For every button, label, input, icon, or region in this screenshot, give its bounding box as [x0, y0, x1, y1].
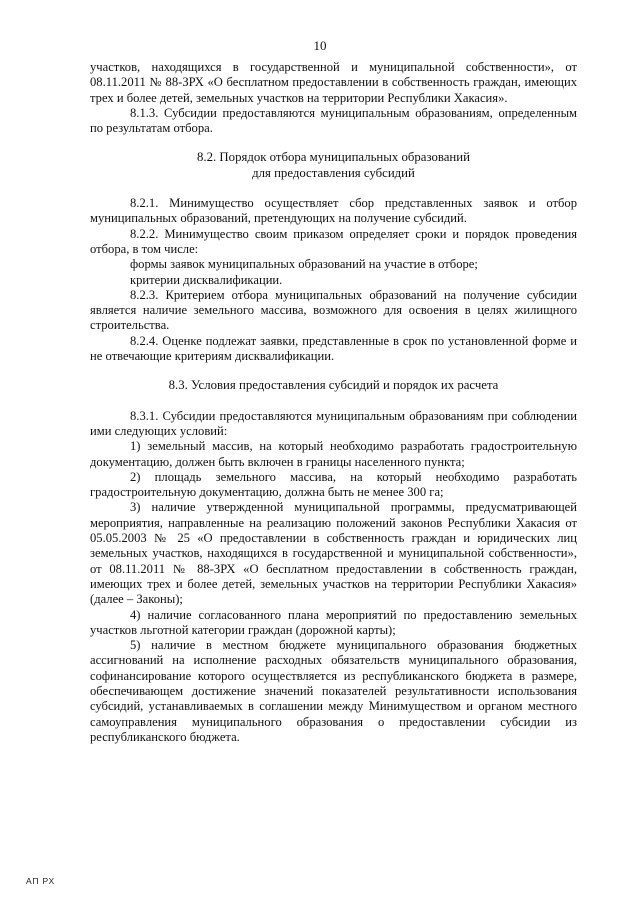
- paragraph-8-2-3: 8.2.3. Критерием отбора муниципальных образований на получение субсидии является наличие земельного массива, возможного для освоения в целях жилищного строительства.: [90, 287, 577, 333]
- paragraph-8-2-4: 8.2.4. Оценке подлежат заявки, представленные в срок по установленной форме и не отвечающие критериям дисквалификации.: [90, 333, 577, 364]
- footer-mark: АП РХ: [26, 876, 56, 886]
- condition-item-5: 5) наличие в местном бюджете муниципального образования бюджетных ассигнований на исполнение расходных обязательств муниципального образования, софинансирование которого осуществляется из республиканского бюджета в размере, обеспечивающем достижение значений показателей результативности использования субсидий, устанавливаемых в соглашении между Минимуществом и органом местного самоуправления муниципального образования о предоставлении субсидии из республиканского бюджета.: [90, 638, 577, 744]
- section-heading-8-2-line1: 8.2. Порядок отбора муниципальных образований: [197, 150, 470, 165]
- paragraph-8-2-1: 8.2.1. Минимущество осуществляет сбор представленных заявок и отбор муниципальных образований, претендующих на получение субсидий.: [90, 196, 577, 226]
- condition-item-3: 3) наличие утвержденной муниципальной программы, предусматривающей мероприятия, направленные на реализацию положений законов Республики Хакасия от 05.05.2003 № 25 «О предоставлении в собственность граждан и юридических лиц земельных участков, находящихся в государственной и муниципальной собственности», от 08.11.2011 № 88-ЗРХ «О бесплатном предоставлении в собственность граждан, имеющих трех и более детей, земельных участков на территории Республики Хакасия» (далее – Законы);: [90, 500, 577, 607]
- paragraph-list-item: критерии дисквалификации.: [130, 272, 283, 287]
- condition-item-4: 4) наличие согласованного плана мероприятий по предоставлению земельных участков льготной категории граждан (дорожной карты);: [90, 607, 577, 637]
- paragraph-8-3-1: 8.3.1. Субсидии предоставляются муниципальным образованиям при соблюдении ими следующих условий:: [90, 408, 577, 438]
- section-heading-8-2-line2: для предоставления субсидий: [252, 165, 415, 180]
- document-body: [90, 60, 577, 745]
- page-number: 10: [313, 38, 327, 53]
- paragraph-list-item: формы заявок муниципальных образований на участие в отборе;: [130, 257, 478, 272]
- paragraph-continuation: участков, находящихся в государственной и муниципальной собственности», от 08.11.2011 № 88-ЗРХ «О бесплатном предоставлении в собственность граждан, имеющих трех и более детей, земельных участков на территории Республики Хакасия».: [90, 60, 577, 105]
- section-heading-8-3: 8.3. Условия предоставления субсидий и порядок их расчета: [168, 378, 499, 393]
- paragraph-8-2-2: 8.2.2. Минимущество своим приказом определяет сроки и порядок проведения отбора, в том числе:: [90, 226, 577, 256]
- condition-item-1: 1) земельный массив, на который необходимо разработать градостроительную документацию, должен быть включен в границы населенного пункта;: [90, 439, 577, 469]
- condition-item-2: 2) площадь земельного массива, на который необходимо разработать градостроительную документацию, должна быть не менее 300 га;: [90, 469, 577, 500]
- paragraph-8-1-3: 8.1.3. Субсидии предоставляются муниципальным образованиям, определенным по результатам отбора.: [90, 105, 577, 136]
